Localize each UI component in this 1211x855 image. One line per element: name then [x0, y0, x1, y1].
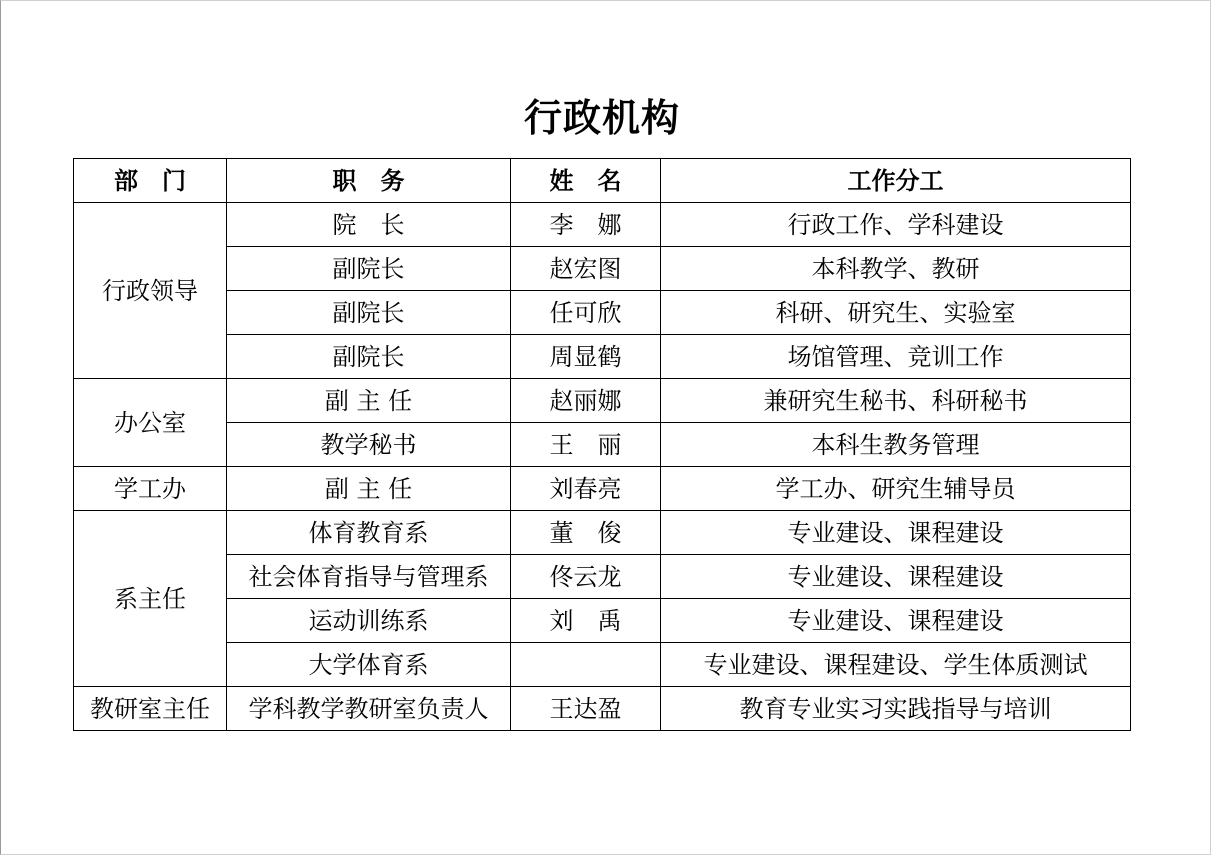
duties-cell: 专业建设、课程建设、学生体质测试 [661, 643, 1131, 687]
name-cell: 王达盈 [511, 687, 661, 731]
position-cell: 学科教学教研室负责人 [227, 687, 511, 731]
duties-cell: 专业建设、课程建设 [661, 599, 1131, 643]
table-row [74, 555, 1131, 599]
table-row [74, 423, 1131, 467]
table-row [74, 467, 1131, 511]
department-cell: 办公室 [74, 379, 227, 467]
duties-cell: 专业建设、课程建设 [661, 555, 1131, 599]
table-row [74, 511, 1131, 555]
table-row [74, 687, 1131, 731]
org-table [73, 158, 1131, 731]
duties-cell: 本科生教务管理 [661, 423, 1131, 467]
table-header [74, 159, 1131, 203]
name-cell: 任可欣 [511, 291, 661, 335]
duties-cell: 教育专业实习实践指导与培训 [661, 687, 1131, 731]
position-cell: 教学秘书 [227, 423, 511, 467]
position-cell: 副 主 任 [227, 379, 511, 423]
position-cell: 副院长 [227, 291, 511, 335]
position-cell: 运动训练系 [227, 599, 511, 643]
name-cell [511, 643, 661, 687]
header-name: 姓 名 [511, 159, 661, 203]
position-cell: 院 长 [227, 203, 511, 247]
name-cell: 赵丽娜 [511, 379, 661, 423]
table-row [74, 599, 1131, 643]
department-cell: 系主任 [74, 511, 227, 687]
name-cell: 刘 禹 [511, 599, 661, 643]
header-position: 职 务 [227, 159, 511, 203]
name-cell: 赵宏图 [511, 247, 661, 291]
position-cell: 副院长 [227, 335, 511, 379]
name-cell: 周显鹤 [511, 335, 661, 379]
table-row [74, 247, 1131, 291]
table-row [74, 379, 1131, 423]
name-cell: 王 丽 [511, 423, 661, 467]
table-row [74, 643, 1131, 687]
duties-cell: 场馆管理、竞训工作 [661, 335, 1131, 379]
position-cell: 副院长 [227, 247, 511, 291]
header-department: 部 门 [74, 159, 227, 203]
duties-cell: 专业建设、课程建设 [661, 511, 1131, 555]
document-title: 行政机构 [523, 96, 680, 140]
name-cell: 刘春亮 [511, 467, 661, 511]
table-row [74, 203, 1131, 247]
name-cell: 佟云龙 [511, 555, 661, 599]
duties-cell: 兼研究生秘书、科研秘书 [661, 379, 1131, 423]
duties-cell: 学工办、研究生辅导员 [661, 467, 1131, 511]
name-cell: 董 俊 [511, 511, 661, 555]
header-duties: 工作分工 [661, 159, 1131, 203]
department-cell: 教研室主任 [74, 687, 227, 731]
duties-cell: 行政工作、学科建设 [661, 203, 1131, 247]
name-cell: 李 娜 [511, 203, 661, 247]
position-cell: 社会体育指导与管理系 [227, 555, 511, 599]
duties-cell: 科研、研究生、实验室 [661, 291, 1131, 335]
table-row [74, 291, 1131, 335]
table-row [74, 335, 1131, 379]
department-cell: 行政领导 [74, 203, 227, 379]
department-cell: 学工办 [74, 467, 227, 511]
position-cell: 大学体育系 [227, 643, 511, 687]
position-cell: 体育教育系 [227, 511, 511, 555]
header-row [74, 159, 1131, 203]
position-cell: 副 主 任 [227, 467, 511, 511]
table-body [74, 203, 1131, 731]
duties-cell: 本科教学、教研 [661, 247, 1131, 291]
